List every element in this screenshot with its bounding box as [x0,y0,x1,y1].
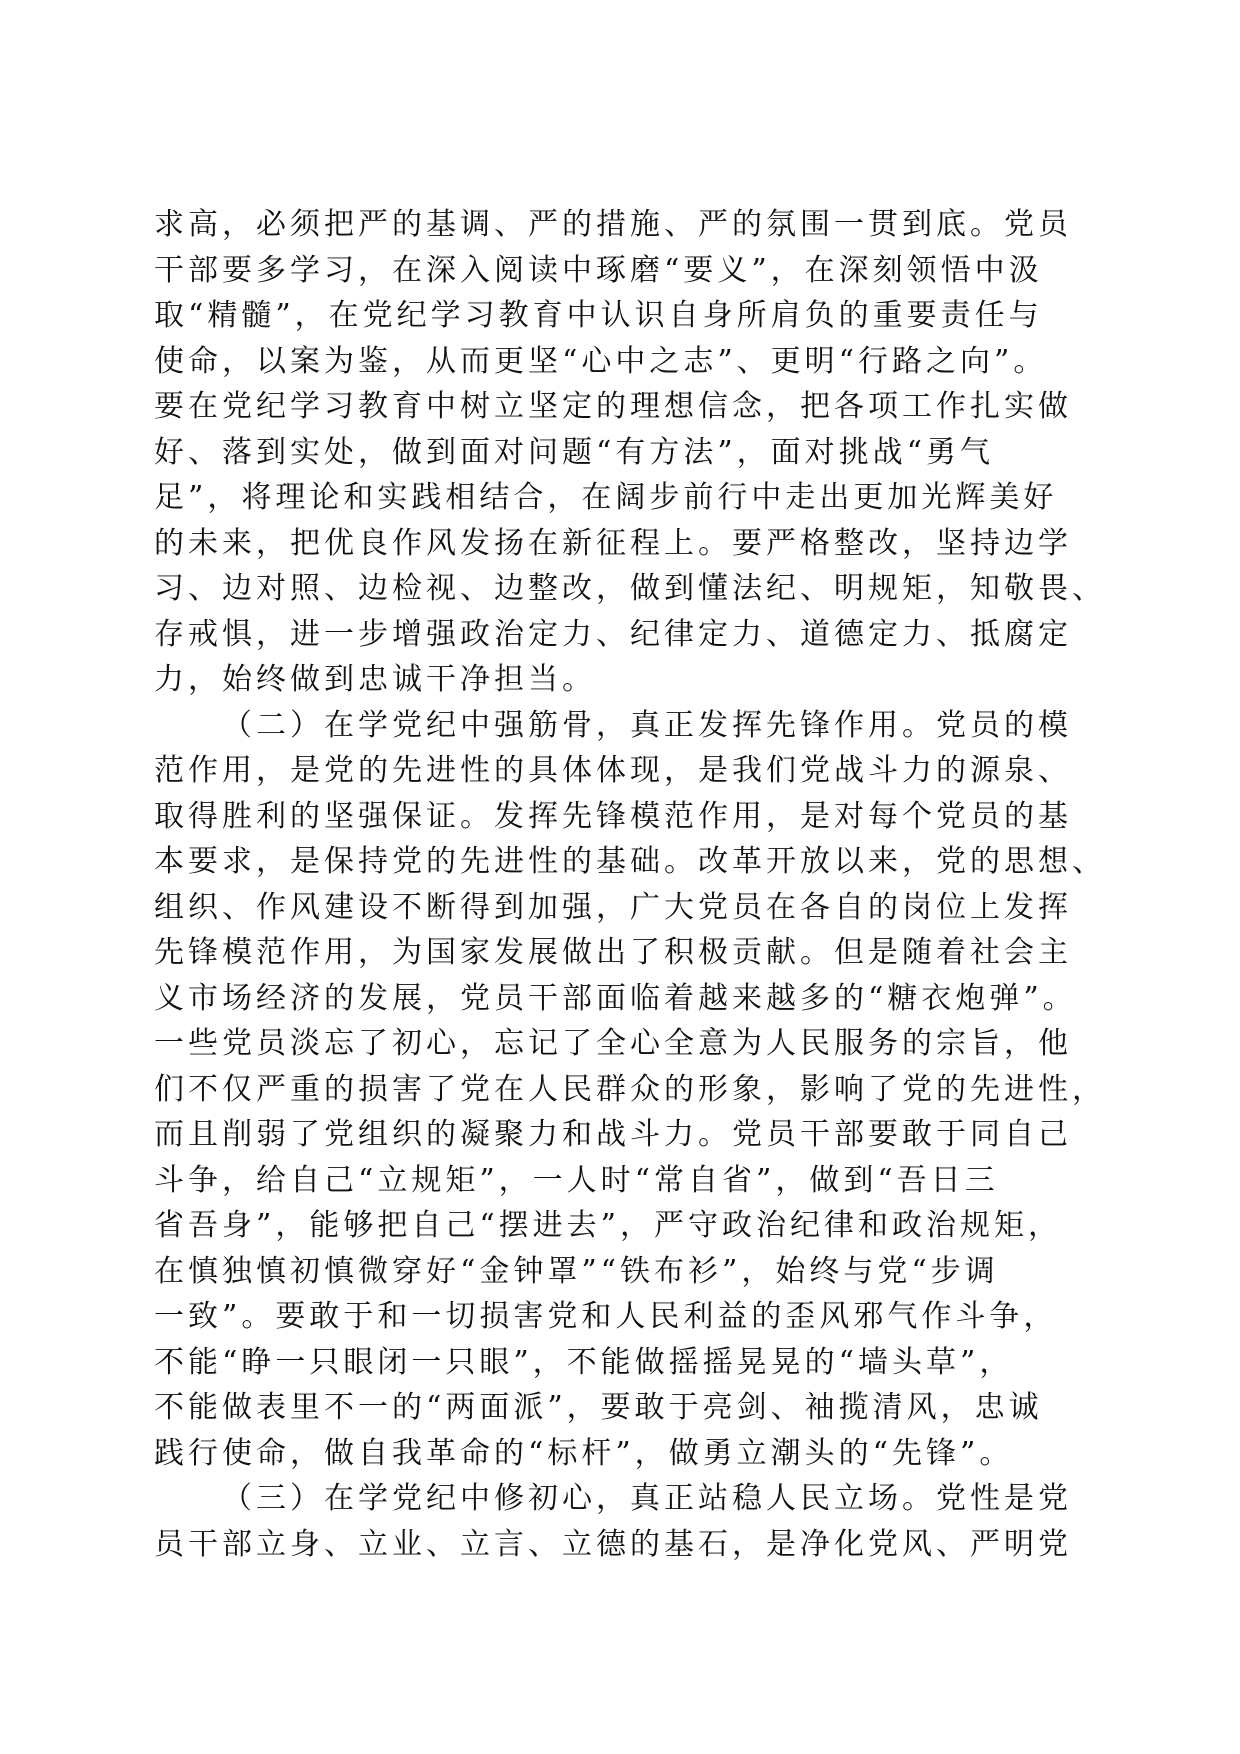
text-line: 使命，以案为鉴，从而更坚“心中之志”、更明“行路之向”。 [154,343,1048,379]
text-line: 干部要多学习，在深入阅读中琢磨“要义”，在深刻领悟中汲 [154,252,1043,288]
text-line: 好、落到实处，做到面对问题“有方法”，面对挑战“勇气 [154,434,995,470]
text-line: 践行使命，做自我革命的“标杆”，做勇立潮头的“先锋”。 [154,1435,1014,1471]
text-line: 取“精髓”，在党纪学习教育中认识自身所肩负的重要责任与 [154,298,1043,333]
section-heading-line: （二）在学党纪中强筋骨，真正发挥先锋作用。党员的模 [222,707,1072,743]
text-line: 们不仅严重的损害了党在人民群众的形象，影响了党的先进性， [154,1071,1106,1107]
text-line: 先锋模范作用，为国家发展做出了积极贡献。但是随着社会主 [154,935,1072,970]
text-line: 力，始终做到忠诚干净担当。 [154,662,596,697]
text-line: 在慎独慎初慎微穿好“金钟罩”“铁布衫”，始终与党“步调 [154,1253,999,1289]
text-line: 斗争，给自己“立规矩”，一人时“常自省”，做到“吾日三 [154,1162,999,1198]
section-heading-line: （三）在学党纪中修初心，真正站稳人民立场。党性是党 [222,1481,1072,1516]
text-line: 省吾身”，能够把自己“摆进去”，严守政治纪律和政治规矩， [154,1208,1063,1243]
text-line: 要在党纪学习教育中树立坚定的理想信念，把各项工作扎实做 [154,389,1072,424]
text-line: 足”，将理论和实践相结合，在阔步前行中走出更加光辉美好 [154,480,1058,515]
text-line: 求高，必须把严的基调、严的措施、严的氛围一贯到底。党员 [154,207,1072,242]
text-line: 不能“睁一只眼闭一只眼”，不能做摇摇晃晃的“墙头草”， [154,1344,1014,1380]
text-line: 的未来，把优良作风发扬在新征程上。要严格整改，坚持边学 [154,525,1072,561]
text-line: 取得胜利的坚强保证。发挥先锋模范作用，是对每个党员的基 [154,798,1072,834]
text-line: 习、边对照、边检视、边整改，做到懂法纪、明规矩，知敬畏、 [154,571,1106,606]
text-line: 而且削弱了党组织的凝聚力和战斗力。党员干部要敢于同自己 [154,1117,1072,1152]
text-line: 组织、作风建设不断得到加强，广大党员在各自的岗位上发挥 [154,889,1072,925]
text-line: 不能做表里不一的“两面派”，要敢于亮剑、袖揽清风，忠诚 [154,1390,1043,1425]
text-line: 本要求，是保持党的先进性的基础。改革开放以来，党的思想、 [154,844,1106,879]
text-line: 员干部立身、立业、立言、立德的基石，是净化党风、严明党 [154,1526,1072,1562]
text-line: 存戒惧，进一步增强政治定力、纪律定力、道德定力、抵腐定 [154,616,1072,652]
text-line: 一致”。要敢于和一切损害党和人民利益的歪风邪气作斗争， [154,1299,1058,1334]
text-line: 范作用，是党的先进性的具体体现，是我们党战斗力的源泉、 [154,753,1072,788]
text-line: 一些党员淡忘了初心，忘记了全心全意为人民服务的宗旨，他 [154,1026,1072,1061]
text-line: 义市场经济的发展，党员干部面临着越来越多的“糖衣炮弹”。 [154,980,1077,1016]
body-text [154,202,1114,1567]
